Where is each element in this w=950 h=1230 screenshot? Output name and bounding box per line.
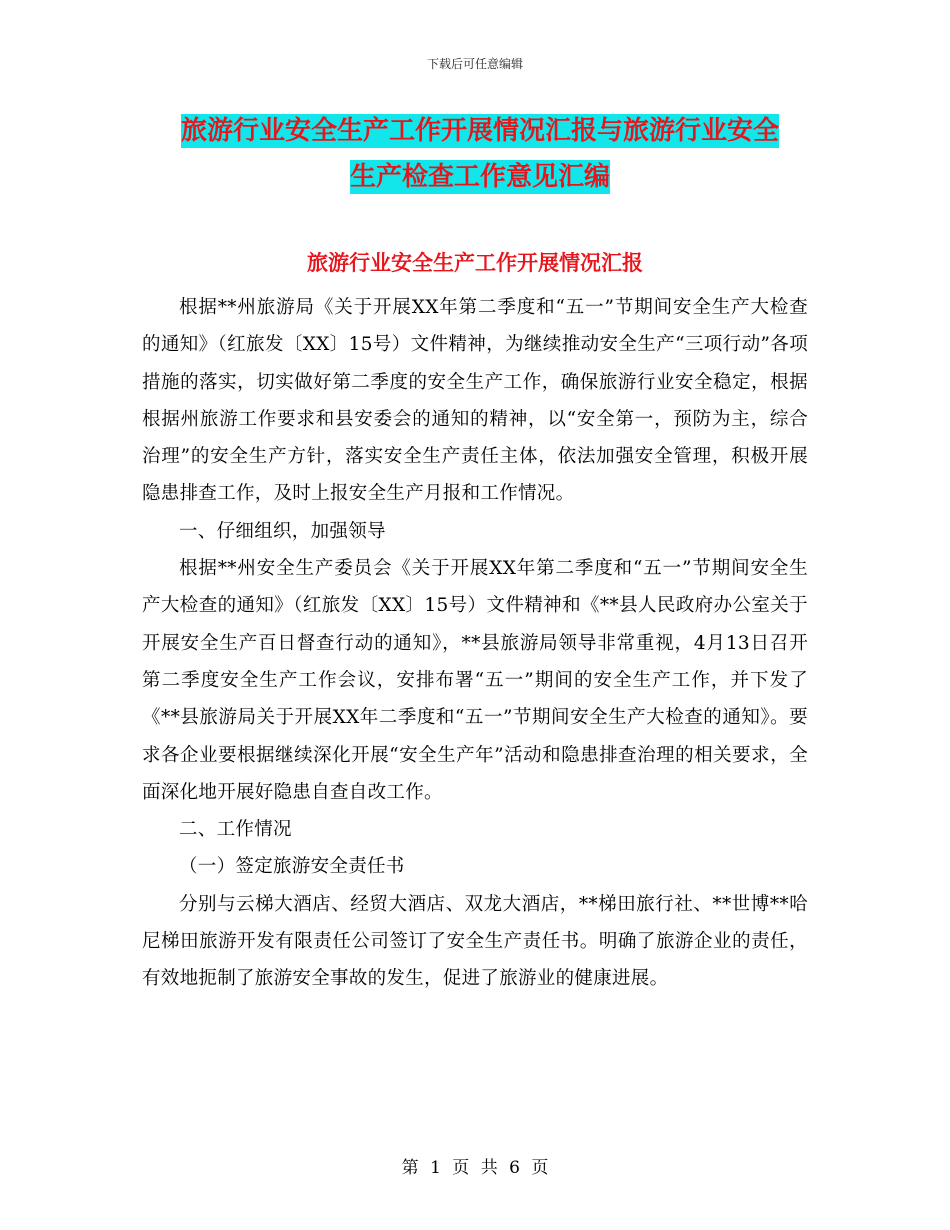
paragraph-organize-leadership: 根据**州安全生产委员会《关于开展XX年第二季度和“五一”节期间安全生产大检查的通知》（红旅发〔XX〕15号）文件精神和《**县人民政府办公室关于开展安全生产百日督查行动的通知》，**县旅游局领导非常重视，4月13日召开第二季度安全生产工作会议，安排布署“五一”期间的安全生产工作，并下发了《**县旅游局关于开展XX年二季度和“五一”节期间安全生产大检查的通知》。要求各企业要根据继续深化开展“安全生产年”活动和隐患排查治理的相关要求，全面深化地开展好隐患自查自改工作。 bbox=[142, 558, 808, 803]
section-title: 旅游行业安全生产工作开展情况汇报 bbox=[307, 251, 643, 275]
document-main-title bbox=[140, 108, 820, 200]
page-number-footer: 第 1 页 共 6 页 bbox=[401, 1158, 549, 1178]
paragraph-intro: 根据**州旅游局《关于开展XX年第二季度和“五一”节期间安全生产大检查的通知》（红旅发〔XX〕15号）文件精神，为继续推动安全生产“三项行动”各项措施的落实，切实做好第二季度的安全生产工作，确保旅游行业安全稳定，根据根据州旅游工作要求和县安委会的通知的精神，以“安全第一，预防为主，综合治理”的安全生产方针，落实安全生产责任主体，依法加强安全管理，积极开展隐患排查工作，及时上报安全生产月报和工作情况。 bbox=[142, 297, 808, 505]
document-body bbox=[142, 289, 808, 998]
paragraph-responsibility-letter: 分别与云梯大酒店、经贸大酒店、双龙大酒店，**梯田旅行社、**世博**哈尼梯田旅游开发有限责任公司签订了安全生产责任书。明确了旅游企业的责任，有效地扼制了旅游安全事故的发生，促进了旅游业的健康进展。 bbox=[142, 893, 808, 990]
heading-organize-leadership: 一、仔细组织，加强领导 bbox=[179, 520, 386, 542]
subheading-responsibility-letter: （一）签定旅游安全责任书 bbox=[179, 856, 405, 878]
main-title-line-1: 旅游行业安全生产工作开展情况汇报与旅游行业安全 bbox=[180, 116, 779, 146]
main-title-line-2: 生产检查工作意见汇编 bbox=[349, 162, 610, 192]
page-header-note: 下载后可任意编辑 bbox=[426, 57, 523, 71]
heading-work-status: 二、工作情况 bbox=[179, 819, 292, 841]
